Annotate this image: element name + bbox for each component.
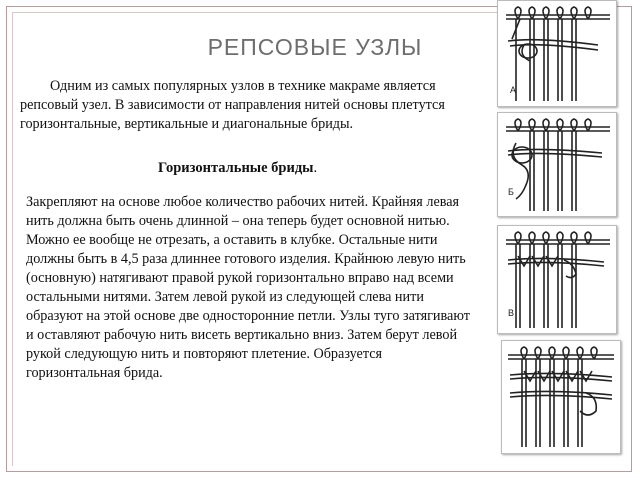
illustration-b-label: Б <box>508 187 514 197</box>
knot-diagram-v <box>498 226 616 333</box>
knot-diagram-g <box>502 341 620 453</box>
page-title: РЕПСОВЫЕ УЗЛЫ <box>207 34 423 60</box>
illustration-a-label: А <box>510 85 517 95</box>
section-heading <box>158 160 317 177</box>
illustration-g <box>501 340 621 454</box>
illustration-v <box>497 225 617 334</box>
section-heading-text: Горизонтальные бриды <box>158 160 314 176</box>
section-heading-punct: . <box>313 160 318 176</box>
illustration-v-label: В <box>508 308 515 318</box>
intro-paragraph: Одним из самых популярных узлов в технике макраме является репсовый узел. В зависимости от направления нитей основы плетутся горизонтальные, вертикальные и диагональные бриды. <box>20 78 445 132</box>
illustration-b <box>497 112 617 217</box>
illustration-a <box>497 0 617 107</box>
body-paragraph: Закрепляют на основе любое количество рабочих нитей. Крайняя левая нить должна быть очень длинной – она теперь будет основной нитью. Можно ее вообще не отрезать, а оставить в клубке. Остальные нити должны быть в 4,5 раза длиннее готового изделия. Крайнюю левую нить (основную) натягивают правой рукой горизонтально вправо над всеми остальными нитями. Затем левой рукой из следующей слева нити образуют на этой основе две односторонние петли. Узлы туго затягивают и оставляют рабочую нить висеть вертикально вниз. Затем берут левой рукой следующую нить и повторяют плетение. Образуется горизонтальная брида. <box>26 194 470 381</box>
knot-diagram-b <box>498 113 616 216</box>
